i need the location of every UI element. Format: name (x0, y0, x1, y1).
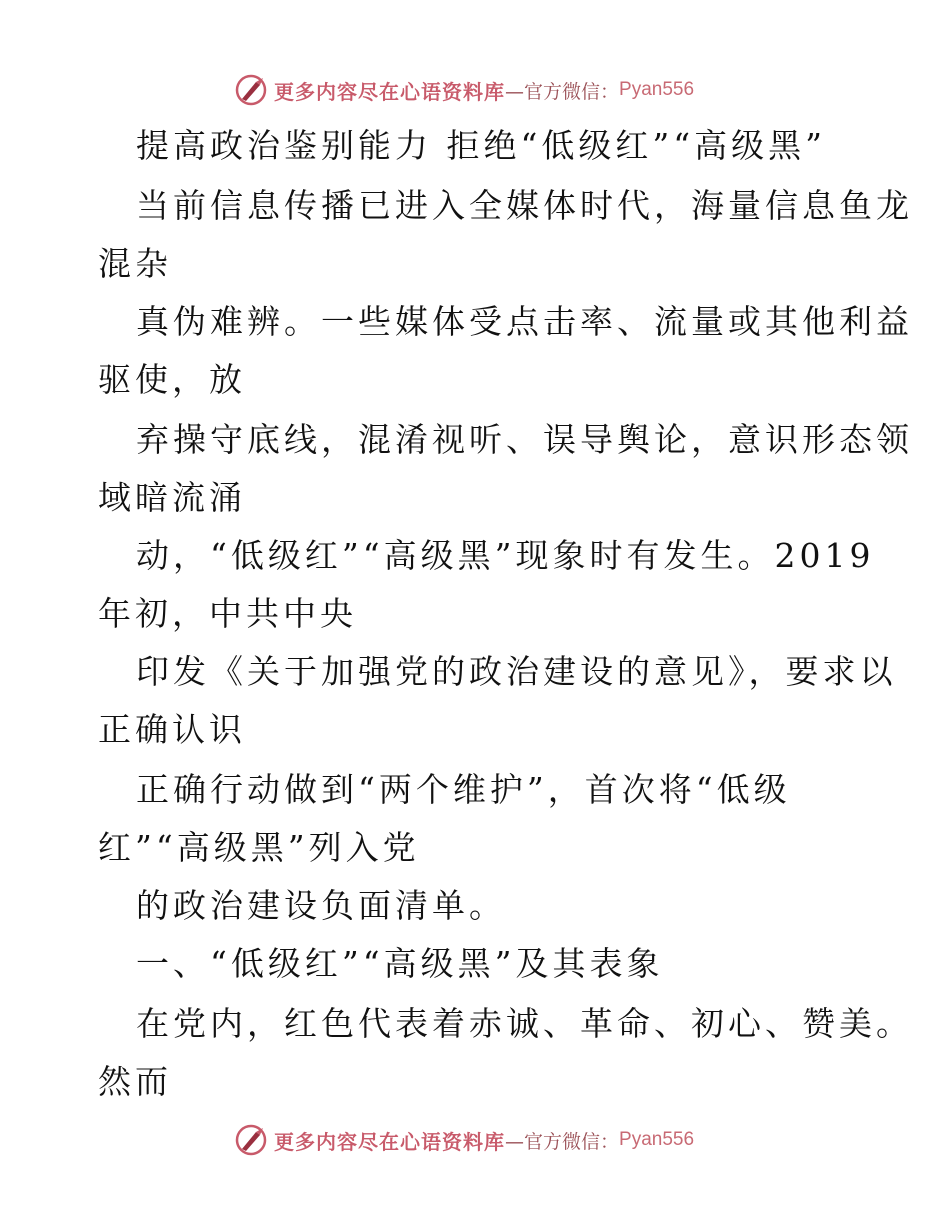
text-line: 混杂 (98, 244, 172, 283)
text-line: 域暗流涌 (98, 478, 246, 517)
quill-pen-logo-icon (234, 1123, 268, 1157)
text-line: 在党内，红色代表着赤诚、革命、初心、赞美。 (136, 1004, 913, 1043)
header-watermark (234, 72, 694, 108)
text-line: 当前信息传播已进入全媒体时代，海量信息鱼龙 (136, 186, 913, 225)
watermark-wechat-id: Pyan556 (619, 1129, 695, 1150)
document-title: 提高政治鉴别能力 拒绝“低级红”“高级黑” (136, 126, 826, 165)
quill-pen-logo-icon (234, 73, 268, 107)
text-line: 的政治建设负面清单。 (136, 886, 506, 925)
text-line: 驱使，放 (98, 360, 246, 399)
text-line: 动，“低级红”“高级黑”现象时有发生。2019 (136, 536, 875, 575)
watermark-wechat-id: Pyan556 (619, 79, 695, 100)
section-heading: 一、“低级红”“高级黑”及其表象 (136, 944, 664, 983)
watermark-label: —官方微信： (505, 80, 620, 103)
text-line: 真伪难辨。一些媒体受点击率、流量或其他利益 (136, 302, 913, 341)
text-line: 正确行动做到“两个维护”，首次将“低级 (136, 770, 791, 809)
text-line: 正确认识 (98, 710, 246, 749)
text-line: 然而 (98, 1062, 172, 1101)
footer-watermark (234, 1122, 694, 1158)
text-line: 年初，中共中央 (98, 594, 357, 633)
watermark-brand: 更多内容尽在心语资料库 (274, 79, 505, 104)
watermark-label: —官方微信： (505, 1130, 620, 1153)
watermark-brand: 更多内容尽在心语资料库 (274, 1129, 505, 1154)
text-line: 红”“高级黑”列入党 (98, 828, 420, 867)
text-line: 弃操守底线，混淆视听、误导舆论，意识形态领 (136, 420, 913, 459)
text-line: 印发《关于加强党的政治建设的意见》，要求以 (136, 652, 897, 691)
